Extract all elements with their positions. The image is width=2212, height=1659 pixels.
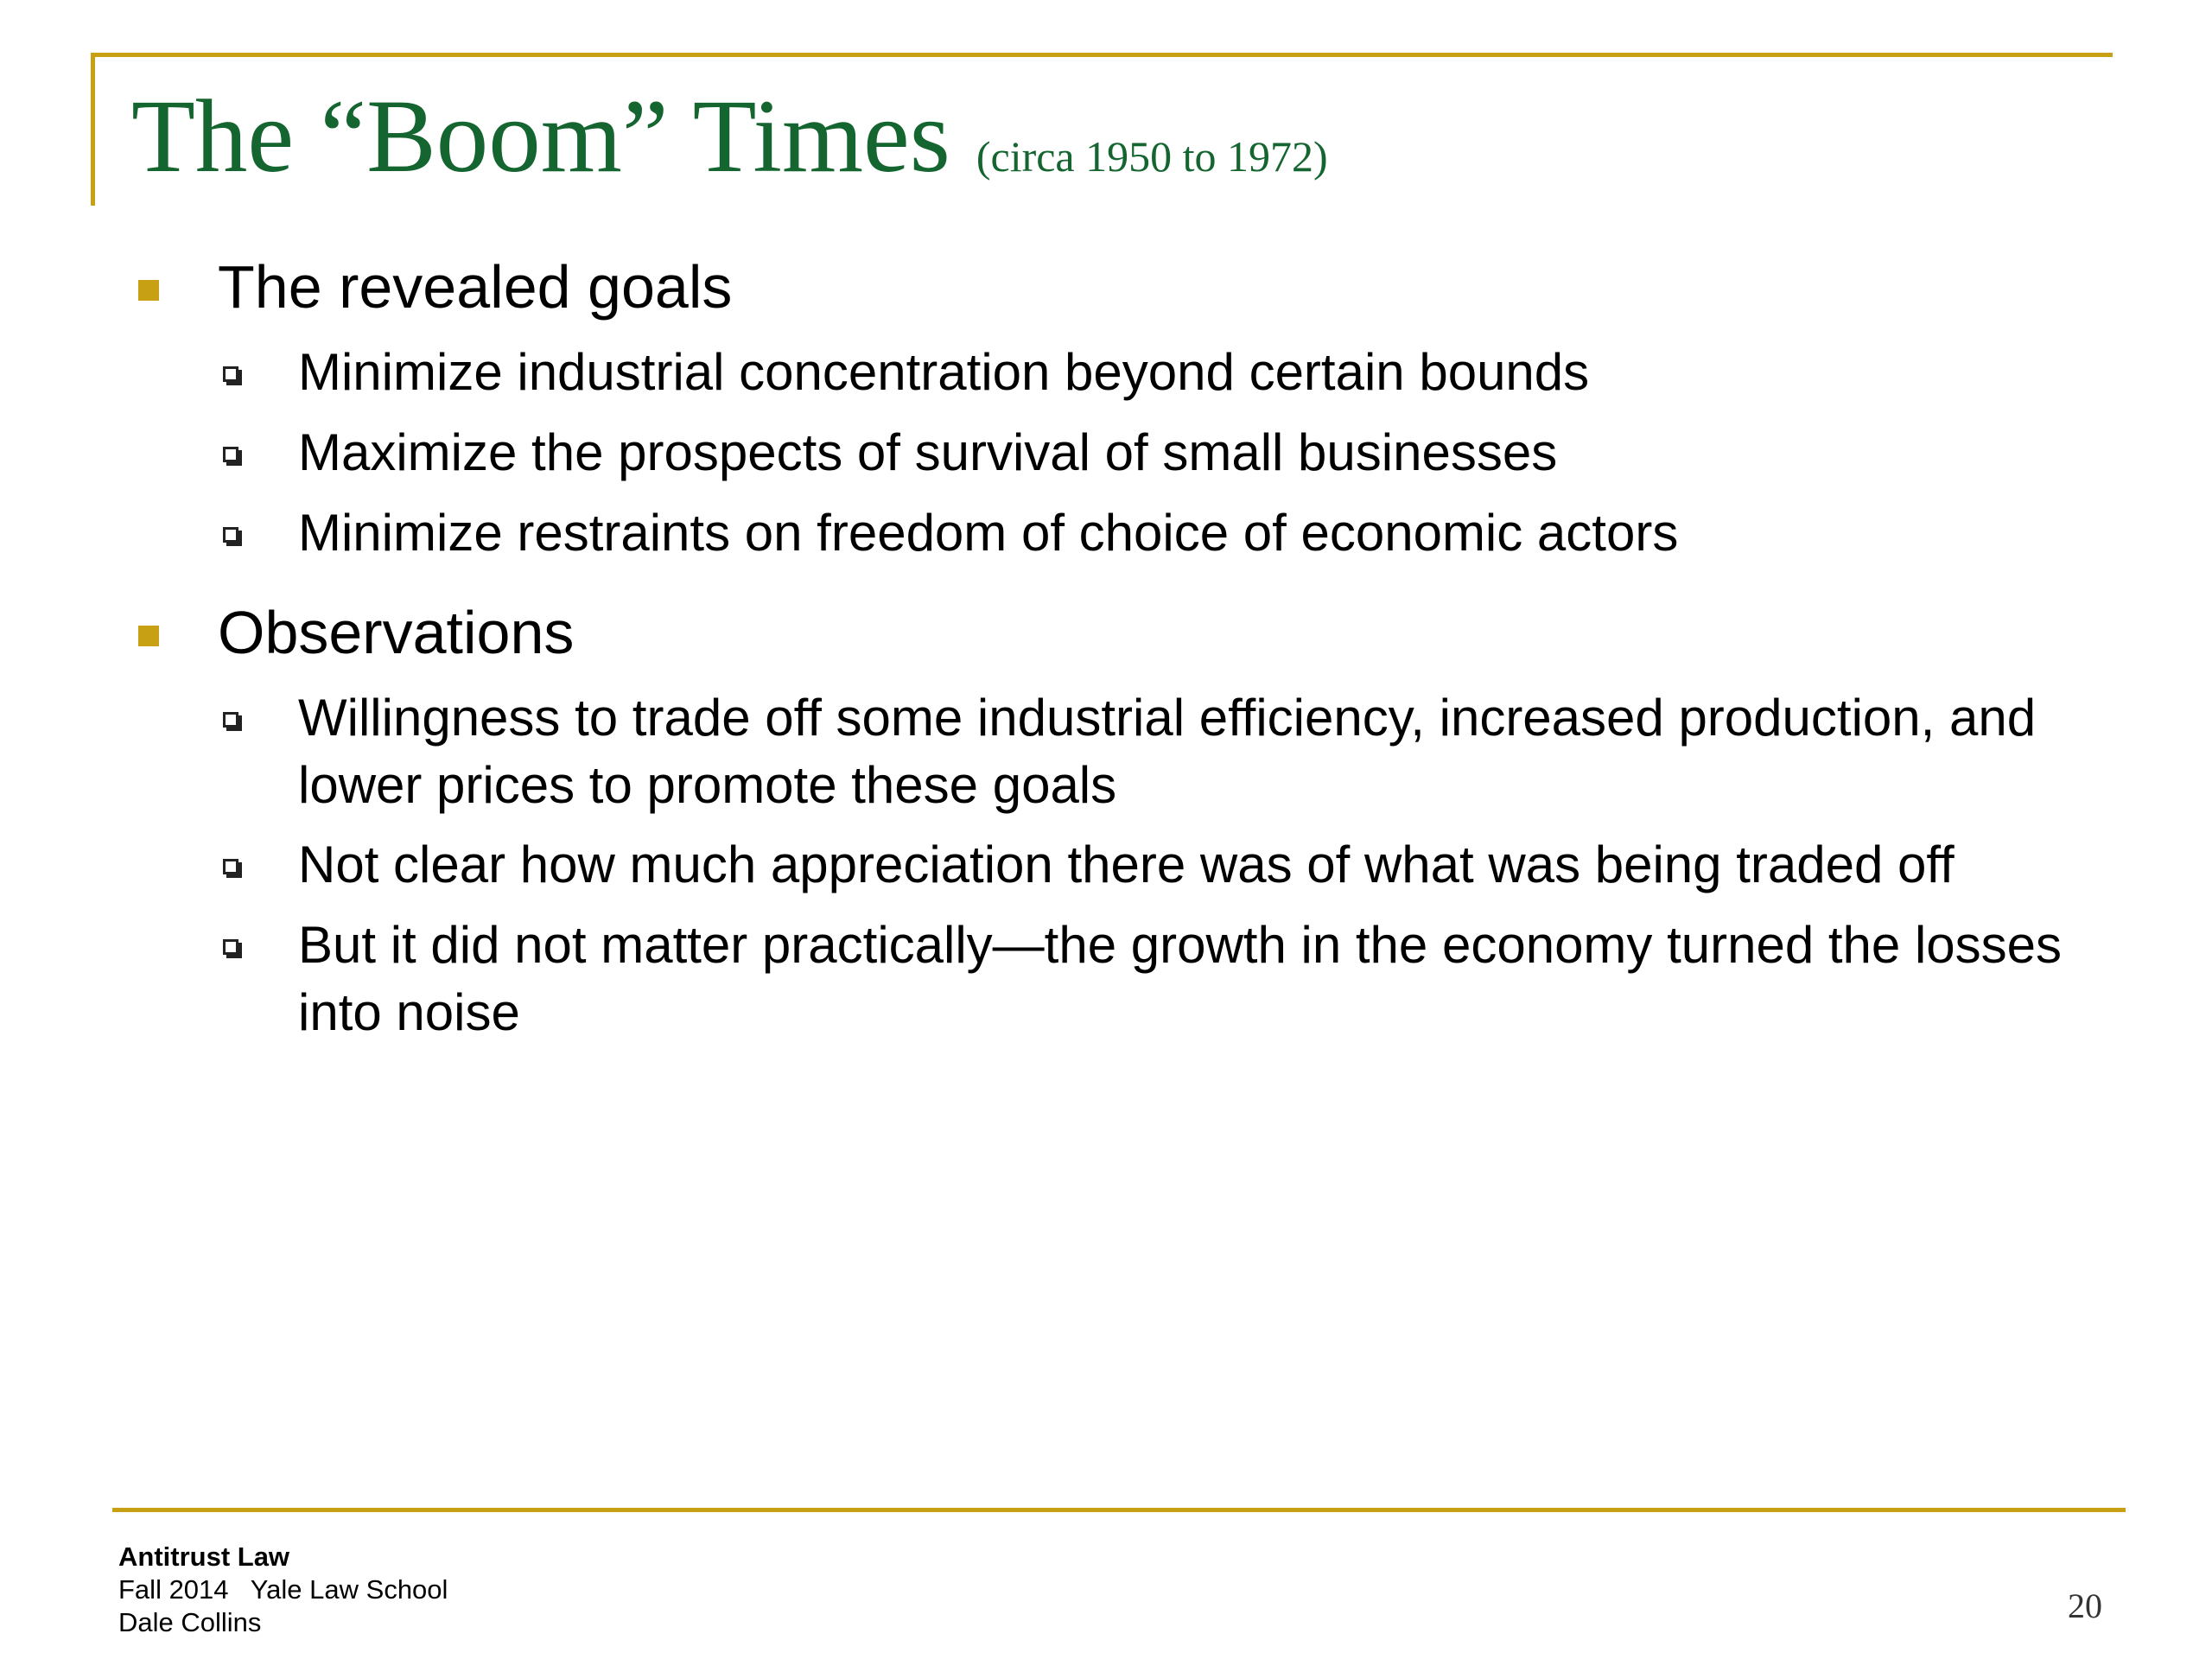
footer-course: Antitrust Law — [118, 1541, 290, 1572]
section-heading: The revealed goals — [218, 253, 733, 321]
list-item: Minimize restraints on freedom of choice of economic actors — [298, 504, 1679, 562]
square-bullet-icon — [138, 280, 159, 301]
page-number: 20 — [2068, 1586, 2102, 1625]
section-heading: Observations — [218, 599, 575, 666]
box-bullet-icon — [223, 527, 238, 543]
list-item: Maximize the prospects of survival of small businesses — [298, 423, 1558, 481]
list-item: Minimize industrial concentration beyond certain bounds — [298, 343, 1590, 401]
footer-rule — [112, 1508, 2126, 1512]
footer-term: Fall 2014 Yale Law School — [118, 1574, 448, 1605]
square-bullet-icon — [138, 626, 159, 646]
box-bullet-icon — [223, 712, 238, 728]
list-item: But it did not matter practically—the growth in the economy turned the losses into noise — [298, 916, 2063, 1041]
box-bullet-icon — [223, 447, 238, 462]
box-bullet-icon — [223, 859, 238, 874]
title-subtitle: (circa 1950 to 1972) — [976, 132, 1328, 181]
title-text: The “Boom” Times — [131, 79, 950, 194]
box-bullet-icon — [223, 366, 238, 382]
list-item: Willingness to trade off some industrial efficiency, increased production, and lower prices to promote these goals — [298, 689, 2037, 814]
footer-author: Dale Collins — [118, 1607, 262, 1637]
box-bullet-icon — [223, 939, 238, 955]
footer-info — [118, 1541, 448, 1639]
top-accent-rule — [91, 53, 2113, 57]
slide-title — [131, 79, 1328, 194]
left-accent-rule — [91, 53, 95, 206]
list-item: Not clear how much appreciation there was of what was being traded off — [298, 836, 1955, 893]
